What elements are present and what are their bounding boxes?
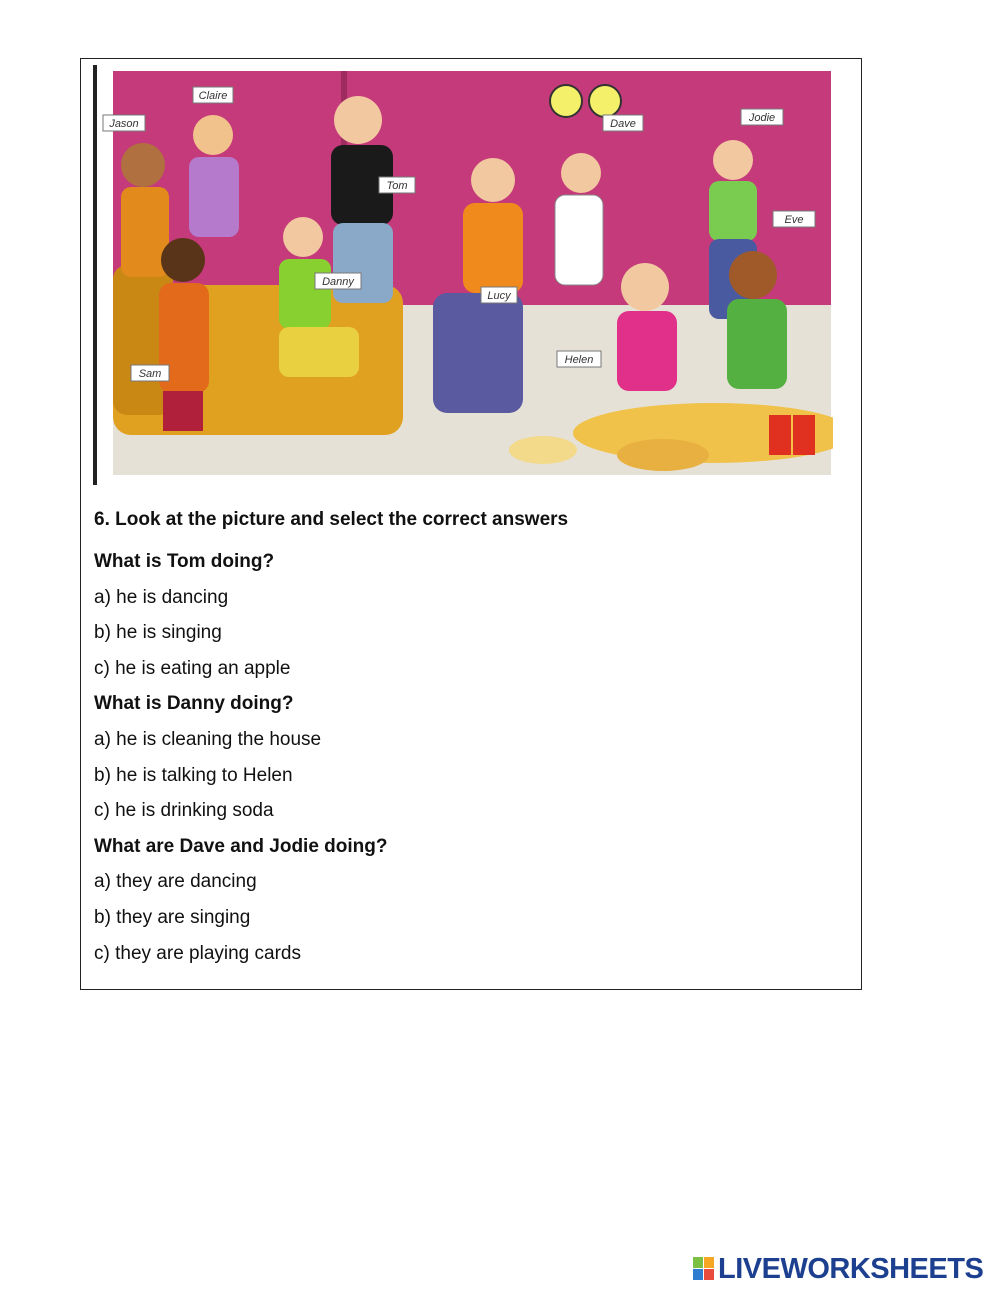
label-helen <box>557 351 601 367</box>
svg-text:Tom: Tom <box>386 180 408 192</box>
svg-text:Helen: Helen <box>564 354 594 366</box>
question-3: What are Dave and Jodie doing? <box>94 835 388 857</box>
label-tom <box>379 177 415 193</box>
label-jason <box>103 115 145 131</box>
svg-text:Danny: Danny <box>322 276 354 288</box>
svg-text:Jason: Jason <box>109 118 139 130</box>
logo-icon <box>693 1257 715 1281</box>
exercise-instruction: 6. Look at the picture and select the correct answers <box>94 509 569 530</box>
label-danny <box>315 273 361 289</box>
label-lucy <box>481 287 517 303</box>
answer-option-2c[interactable]: c) he is drinking soda <box>94 800 274 822</box>
question-1: What is Tom doing? <box>94 551 275 572</box>
svg-text:Sam: Sam <box>138 368 162 380</box>
worksheet-card <box>80 58 862 990</box>
person-helen <box>617 263 677 391</box>
label-sam <box>131 365 169 381</box>
svg-text:Claire: Claire <box>198 90 228 102</box>
question-2: What is Danny doing? <box>94 693 294 715</box>
label-eve <box>773 211 815 227</box>
answer-option-1a[interactable]: a) he is dancing <box>94 586 229 608</box>
answer-option-3a[interactable]: a) they are dancing <box>94 871 257 893</box>
answer-option-3b[interactable]: b) they are singing <box>94 906 251 928</box>
person-sam <box>159 238 209 431</box>
answer-option-2b[interactable]: b) he is talking to Helen <box>94 764 293 786</box>
label-dave <box>603 115 643 131</box>
party-illustration <box>93 65 833 489</box>
label-claire <box>193 87 233 103</box>
logo-text: LIVEWORKSHEETS <box>718 1253 984 1285</box>
answer-option-3c[interactable]: c) they are playing cards <box>94 942 301 964</box>
svg-text:Jodie: Jodie <box>748 112 776 124</box>
svg-text:Lucy: Lucy <box>487 290 511 302</box>
answer-option-2a[interactable]: a) he is cleaning the house <box>94 728 322 750</box>
person-dave <box>555 153 603 285</box>
exercise-content <box>94 508 834 977</box>
svg-text:Eve: Eve <box>784 214 804 226</box>
svg-text:Dave: Dave <box>610 118 636 130</box>
answer-option-1b[interactable]: b) he is singing <box>94 622 222 644</box>
party-scene <box>93 65 833 489</box>
liveworksheets-logo <box>693 1254 983 1284</box>
label-jodie <box>741 109 783 125</box>
answer-option-1c[interactable]: c) he is eating an apple <box>94 657 291 679</box>
person-claire <box>189 115 239 237</box>
